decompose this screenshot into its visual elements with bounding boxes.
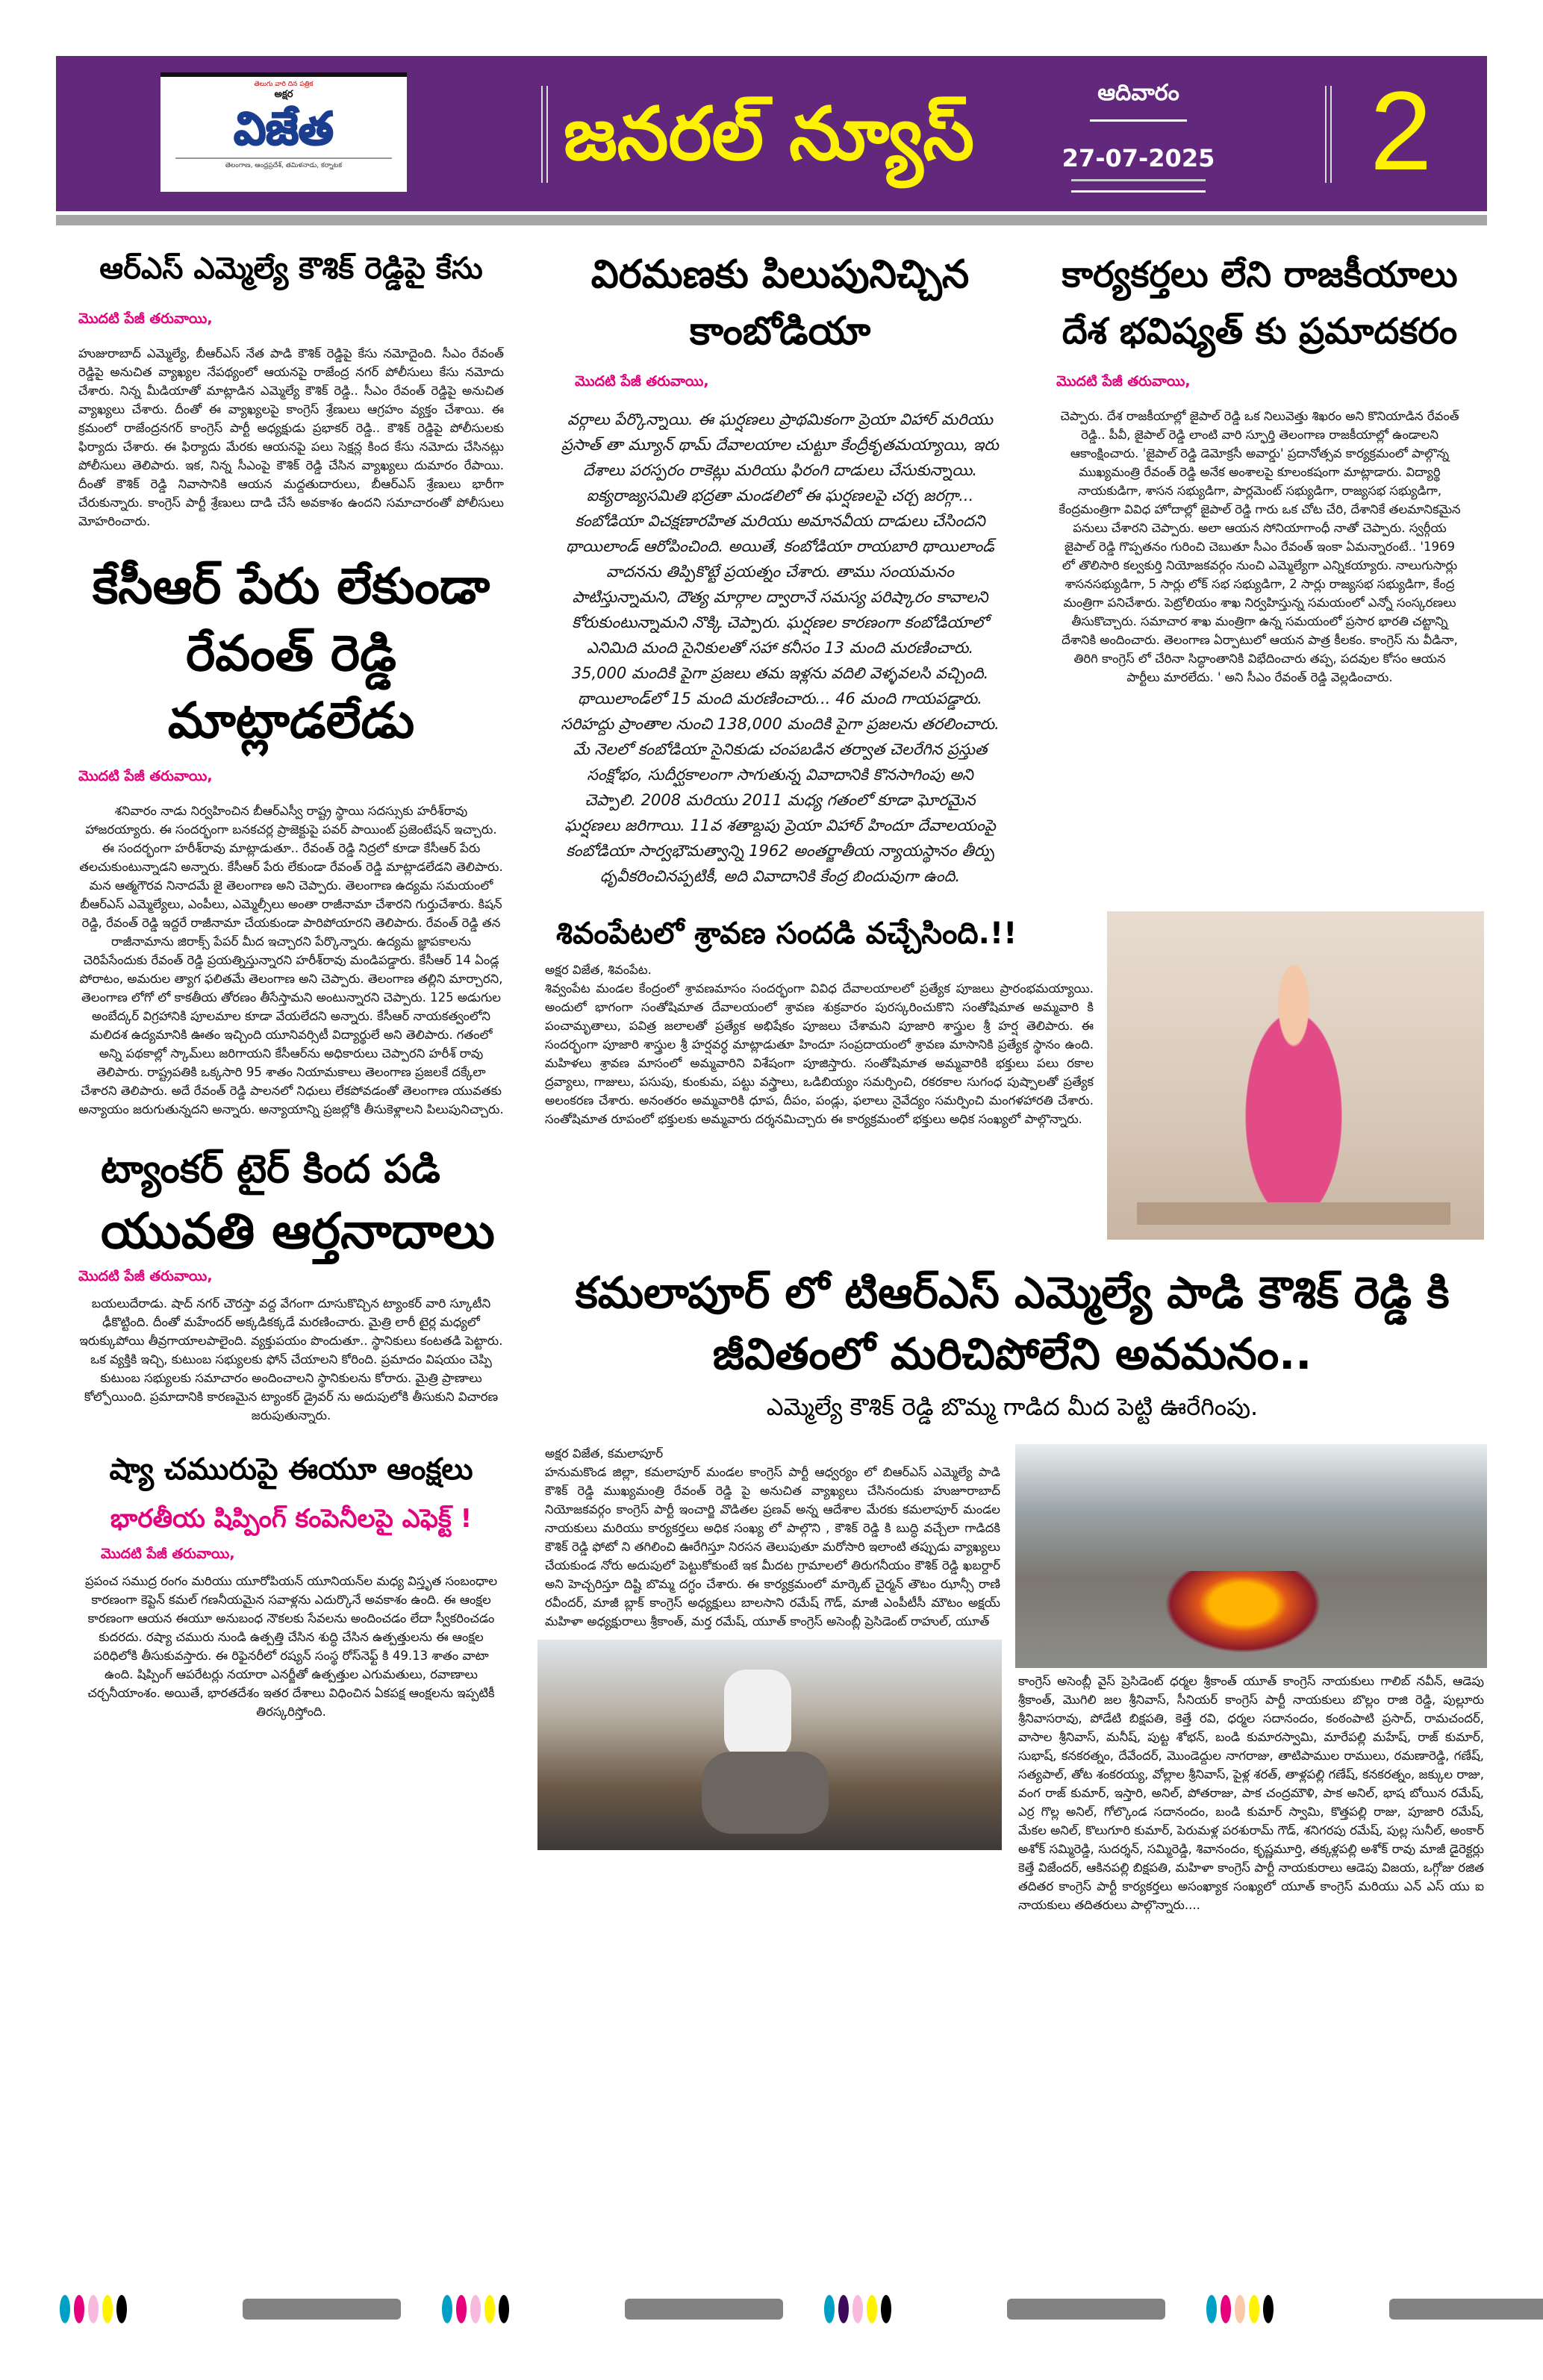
- headline-line-1: కమలాపూర్ లో టిఆర్ఎస్ ఎమ్మెల్యే పాడి కౌశిక్ రెడ్డి కి: [575, 1267, 1450, 1318]
- top-articles-row: [537, 246, 1487, 889]
- article-body: బయలుదేరాడు. షాద్ నగర్ చౌరస్తా వద్ద వేగంగా దూసుకొచ్చిన ట్యాంకర్ వారి స్కూటీని ఢీకొట్టింది. దీంతో మహేందర్ అక్కడికక్కడే మరణించారు. మైత్రి లారీ టైర్ల మధ్యలో ఇరుక్కుపోయి తీవ్రగాయాలపాలైంది. వ్యక్తుపయం పొందుతూ.. స్థానికులు కంటతడి పెట్టారు. ఒక వ్యక్తికి ఇచ్చి, కుటుంబ సభ్యులకు ఫోన్ చేయాలని కోరింది. ప్రమాదం విషయం చెప్పి కుటుంబ సభ్యులకు సమాచారం అందించాలని స్థానికులను కోరారు. మైత్రి ప్రాణాలు కోల్పోయింది. ప్రమాదానికి కారణమైన ట్యాంకర్ డ్రైవర్ ను అదుపులోకి తీసుకుని విచారణ జరుపుతున్నారు.: [79, 1296, 503, 1422]
- headline-line-2: దేశ భవిష్యత్ కు ప్రమాదకరం: [1062, 310, 1458, 352]
- header-divider: [541, 86, 548, 183]
- color-dot: [499, 2295, 509, 2323]
- article-shivampet: [537, 911, 1101, 1128]
- color-dot: [484, 2295, 495, 2323]
- continued-label: మొదటి పేజీ తరువాయి,: [101, 1546, 235, 1562]
- logo-tagline: తెలుగు వారి దిన పత్రిక: [254, 81, 314, 88]
- color-dot: [456, 2295, 467, 2323]
- left-column: [56, 246, 526, 1743]
- logo-wordmark: విజేత: [234, 103, 334, 155]
- color-dot: [116, 2295, 127, 2323]
- article-kaushik-case: [56, 246, 526, 531]
- color-dot: [60, 2295, 70, 2323]
- logo-prefix: అక్షర: [274, 89, 293, 100]
- color-dot: [442, 2295, 452, 2323]
- headline-line-1: విరమణకు పిలుపునిచ్చిన: [590, 252, 970, 297]
- headline: ష్యా చమురుపై ఈయూ ఆంక్షలు: [109, 1452, 473, 1487]
- grey-registration-bar: [1389, 2299, 1543, 2320]
- color-dot: [1206, 2295, 1217, 2323]
- article-kamalapur-body-right: [1015, 1444, 1487, 1914]
- effigy-figure: [724, 1670, 791, 1759]
- issue-day: ఆదివారం: [1097, 80, 1179, 106]
- article-kcr: [56, 553, 526, 1119]
- continued-label: మొదటి పేజీ తరువాయి,: [78, 310, 213, 327]
- article-shipping: [56, 1447, 526, 1721]
- dateline: అక్షర విజేత, శివంపేట.: [545, 963, 652, 977]
- article-body: కాంగ్రెస్ అసెంబ్లీ వైస్ ప్రెసిడెంట్ ధర్మల శ్రీకాంత్ యూత్ కాంగ్రెస్ నాయకులు గాలిబ్ నవీన్, ఆడెపు శ్రీకాంత్, మొగిలి జల శ్రీనివాస్, సీనియర్ కాంగ్రెస్ పార్టీ నాయకులు బొల్లం రాజి రెడ్డి, పుల్లూరు శ్రీనివాసరావు, పోడేటి బిక్షపతి, కెత్తే రవి, ధర్మల సదానందం, కంఠంపాటి ప్రసాద్, రామచందర్, వాసాల శ్రీనివాస్, మనీష్, పుట్ట శోభన్, బండి కుమారస్వామి, మారేపల్లి మహేష్, రాజ్ కుమార్, సుభాష్, కనకరత్నం, దేవేందర్, మొండెద్దుల నాగరాజు, తాటిపాముల రాములు, రమణారెడ్డి, గణేష్, సత్యపాల్, తోట శంకరయ్య, వోల్లాల శ్రీనివాస్, పైళ్ల శరత్, తాళ్లపల్లి గణేష్, కనకరత్నం, జక్కుల రాజు, వంగ రాజ్ కుమార్, ఇస్తారి, అనిల్, పోతరాజు, పాక చంద్రమౌళి, పాక అనిల్, భాష బోయిన రమేష్, ఎర్ర గొల్ల అనిల్, గోల్కొండ సదానందం, బండి కుమార్ స్వామి, కొత్తపల్లి రాజు, పూజారి రమేష్, మేకల అనిల్, కొలుగూరి కుమార్, పెరుమళ్ల పరశురామ్ గౌడ్, శనిగరపు రమేష్, పుల్ల సునీల్, అంకార్ అశోక్ సమ్మిరెడ్డి, సుదర్శన్, సమ్మిరెడ్డి, శివానందం, కృష్ణమూర్తి, తక్కళ్లపల్లి అశోక్ రావు మాజీ డైరెక్టర్లు కెత్తే విజేందర్, ఆకినపల్లి బిక్షపతి, మహిళా కాంగ్రెస్ పార్టీ నాయకురాలు ఆడెపు విజయ, ఒగ్గోజు రజిత తదితర కాంగ్రెస్ పార్టీ కార్యకర్తలు అసంఖ్యాక సంఖ్యలో యూత్ కాంగ్రెస్ మరియు ఎన్ ఎస్ యు ఐ నాయకులు తదితరులు పాల్గొన్నారు....: [1018, 1674, 1484, 1912]
- subheadline: ఎమ్మెల్యే కౌశిక్ రెడ్డి బొమ్మ గాడిద మీద పెట్టి ఊరేగింపు.: [766, 1393, 1259, 1421]
- masthead: [56, 56, 1487, 211]
- article-body: చెప్పారు. దేశ రాజకీయాల్లో జైపాల్ రెడ్డి ఒక నిలువెత్తు శిఖరం అని కొనియాడిన రేవంత్ రెడ్డి.. పీవీ, జైపాల్ రెడ్డి లాంటి వారి స్ఫూర్తి తెలంగాణ రాజకీయాల్లో ఉండాలని ఆకాంక్షించారు. 'జైపాల్ రెడ్డి డెమోక్రసీ అవార్డు' ప్రదానోత్సవ కార్యక్రమంలో పాల్గొన్న ముఖ్యమంత్రి రేవంత్ రెడ్డి అనేక అంశాలపై కూలంకషంగా మాట్లాడారు. విద్యార్థి నాయకుడిగా, శాసన సభ్యుడిగా, పార్లమెంట్ సభ్యుడిగా, రాజ్యసభ సభ్యుడిగా, కేంద్రమంత్రిగా వివిధ హోదాల్లో జైపాల్ రెడ్డి గారు ఒక చోట చేరి, దేశానికే తలమానికమైన పనులు చేశారని చెప్పారు. అలా ఆయన సోనియాగాంధీ నాతో చెప్పారు. స్వర్గీయ జైపాల్ రెడ్డి గొప్పతనం గురించి చెబుతూ సీఎం రేవంత్ ఇంకా ఏమన్నారంటే.. '1969 లో తొలిసారి కల్వకుర్తి నియోజకవర్గం నుంచి ఎమ్మెల్యేగా ఎన్నికయ్యారు. నాలుగుసార్లు శాసనసభ్యుడిగా, 5 సార్లు లోక్ సభ సభ్యుడిగా, 2 సార్లు రాజ్యసభ సభ్యుడిగా, కేంద్ర మంత్రిగా పనిచేశారు. పెట్రోలియం శాఖ నిర్వహిస్తున్న సమయంలో ఎన్నో సంస్కరణలు తీసుకొచ్చారు. సమాచార శాఖ మంత్రిగా ఉన్న సమయంలో ప్రసార భారతి చట్టాన్ని దేశానికి అందించారు. తెలంగాణ ఏర్పాటులో ఆయన పాత్ర కీలకం. కాంగ్రెస్ ను వీడినా, తిరిగి కాంగ్రెస్ లో చేరినా సిద్ధాంతానికి విభేదించారు తప్ప, పదవుల కోసం ఆయన పార్టీలు మారలేదు. ' అని సీఎం రేవంత్ రెడ్డి వెల్లడించారు.: [1059, 409, 1461, 684]
- continued-label: మొదటి పేజీ తరువాయి,: [78, 768, 213, 784]
- headline-line-2: కాంబోడియా: [689, 309, 871, 354]
- headline: ఆర్ఎస్ ఎమ్మెల్యే కౌశిక్ రెడ్డిపై కేసు: [99, 252, 483, 286]
- headline-line-2: జీవితంలో మరిచిపోలేని అవమనం..: [712, 1328, 1312, 1379]
- donkey-procession-photo: [537, 1640, 1002, 1850]
- temple-idol-photo: [1107, 911, 1484, 1240]
- issue-date: 27-07-2025: [1062, 144, 1215, 172]
- logo-regions: తెలంగాణ, ఆంధ్రప్రదేశ్, తమిళనాడు, కర్నాటక: [175, 157, 392, 170]
- grey-registration-bar: [243, 2299, 401, 2320]
- subheadline: భారతీయ షిప్పింగ్ కంపెనీలపై ఎఫెక్ట్ !: [110, 1504, 473, 1534]
- article-body: వర్గాలు పేర్కొన్నాయి. ఈ ఘర్షణలు ప్రాథమికంగా ప్రెయా విహార్ మరియు ప్రసాత్ తా మ్యూన్ థామ్ దేవాలయాల చుట్టూ కేంద్రీకృతమయ్యాయి, ఇరు దేశాలు పరస్పరం రాకెట్లు మరియు ఫిరంగి దాడులు చేసుకున్నాయి. ఐక్యరాజ్యసమితి భద్రతా మండలిలో ఈ ఘర్షణలపై చర్చ జరగ్గా... కంబోడియా విచక్షణారహిత మరియు అమానవీయ దాడులు చేసిందని థాయిలాండ్ ఆరోపించింది. అయితే, కంబోడియా రాయబారి థాయిలాండ్ వాదనను తిప్పికొట్టే ప్రయత్నం చేశారు. తాము సంయమనం పాటిస్తున్నామని, దౌత్య మార్గాల ద్వారానే సమస్య పరిష్కారం కావాలని కోరుకుంటున్నామని నొక్కి చెప్పారు. ఘర్షణల కారణంగా కంబోడియాలో ఎనిమిది మంది సైనికులతో సహా కనీసం 13 మంది మరణించారు. 35,000 మందికి పైగా ప్రజలు తమ ఇళ్లను వదిలి వెళ్ళవలసి వచ్చింది. థాయిలాండ్‌లో 15 మంది మరణించారు... 46 మంది గాయపడ్డారు. సరిహద్దు ప్రాంతాల నుంచి 138,000 మందికి పైగా ప్రజలను తరలించారు. మే నెలలో కంబోడియా సైనికుడు చంపబడిన తర్వాత చెలరేగిన ప్రస్తుత సంక్షోభం, సుదీర్ఘకాలంగా సాగుతున్న వివాదానికి కొనసాగింపు అని చెప్పాలి. 2008 మరియు 2011 మధ్య గతంలో కూడా ఘోరమైన ఘర్షణలు జరిగాయి. 11వ శతాబ్దపు ప్రెయా విహార్ హిందూ దేవాలయంపై కంబోడియా సార్వభౌమత్వాన్ని 1962 అంతర్జాతీయ న్యాయస్థానం తీర్పు ధృవీకరించినప్పటికీ, అది వివాదానికి కేంద్ర బిందువుగా ఉంది.: [561, 410, 1000, 885]
- burning-effigy: [1165, 1571, 1321, 1653]
- effigy-burning-photo: [1015, 1444, 1487, 1668]
- continued-label: మొదటి పేజీ తరువాయి,: [575, 373, 709, 390]
- grey-registration-bar: [1007, 2299, 1165, 2320]
- day-rule: [1090, 119, 1187, 122]
- article-body: శివ్వంపేట మండల కేంద్రంలో శ్రావణమాసం సందర్భంగా వివిధ దేవాలయాలలో ప్రత్యేక పూజలు ప్రారంభమయ్యాయి. అందులో భాగంగా సంతోషిమాత దేవాలయంలో శ్రావణ శుక్రవారం పురస్కరించుకొని సంతోషిమాత అమ్మవారి కి పంచామృతాలు, పవిత్ర జలాలతో ప్రత్యేక అభిషేకం పూజలు చేశామని పూజారి శాస్త్రుల శ్రీ హర్ష తెలిపారు. ఈ సందర్భంగా పూజారి శాస్త్రుల శ్రీ హర్షవర్ధ మాట్లాడుతూ హిందూ సంప్రదాయంలో శ్రావణ మాసానికి ప్రత్యేక స్థానం ఉంది. మహిళలు శ్రావణ మాసంలో అమ్మవారిని విశేషంగా పూజిస్తారు. సంతోషిమాత అమ్మవారికి భక్తులు పలు రకాల ద్రవ్యాలు, గాజులు, పసుపు, కుంకుమ, పట్టు వస్త్రాలు, ఒడిబియ్యం సమర్పించి, రకరకాల సుగంధ పుష్పాలతో ప్రత్యేక అలంకరణ చేశారు. అనంతరం అమ్మవారికి ధూప, దీపం, పండ్లు, ఫలాలు నైవేద్యం సమర్పించి మంగళహారతి చేశారు. సంతోషిమాత రూపంలో భక్తులకు అమ్మవారు దర్శనమిచ్చారు ఈ కార్యక్రమంలో భక్తులు అధిక సంఖ్యలో పాల్గొన్నారు.: [545, 981, 1094, 1126]
- newspaper-logo: [160, 72, 407, 192]
- color-dot: [838, 2295, 849, 2323]
- color-dot: [824, 2295, 835, 2323]
- color-dot-group: [60, 2295, 127, 2323]
- right-region: [537, 246, 1487, 1914]
- article-shivampet-row: [537, 911, 1487, 1240]
- masthead-underline: [56, 215, 1487, 225]
- article-kamalapur-body: [537, 1444, 1487, 1914]
- color-dot-group: [1206, 2295, 1274, 2323]
- headline-line-1: ట్యాంకర్ టైర్ కింద పడి: [101, 1147, 440, 1192]
- headline: శివంపేటలో శ్రావణ సందడి వచ్చేసింది.!!: [556, 916, 1017, 951]
- headline-line-1: కేసీఆర్ పేరు లేకుండా: [92, 557, 490, 615]
- date-rule: [1071, 179, 1206, 193]
- color-dot: [867, 2295, 877, 2323]
- article-body: శనివారం నాడు నిర్వహించిన బీఆర్ఎస్వీ రాష్ట్ర స్థాయి సదస్సుకు హరీశ్‌రావు హాజరయ్యారు. ఈ సందర్భంగా బనకచర్ల ప్రాజెక్టుపై పవర్ పాయింట్ ప్రజెంటేషన్ ఇచ్చారు. ఈ సందర్భంగా హరీశ్‌రావు మాట్లాడుతూ.. రేవంత్ రెడ్డి నిద్రలో కూడా కేసీఆర్ పేరు తలచుకుంటున్నాడని అన్నారు. కేసీఆర్ పేరు లేకుండా రేవంత్ రెడ్డి మాట్లాడలేడని తెలిపారు. మన ఆత్మగౌరవ నినాదమే జై తెలంగాణ అని చెప్పారు. తెలంగాణ ఉద్యమ సమయంలో బీఆర్ఎస్ ఎమ్మెల్యేలు, ఎంపీలు, ఎమ్మెల్సీలు అంతా రాజీనామా చేశారని గుర్తుచేశారు. కిషన్ రెడ్డి, రేవంత్ రెడ్డి ఇద్దరే రాజీనామా చేయకుండా పారిపోయారని తెలిపారు. రేవంత్ రెడ్డి తన రాజీనామాను జిరాక్స్ పేపర్ మీద ఇచ్చారని పేర్కొన్నారు. ఉద్యమ జ్ఞాపకాలను చెరిపేసేందుకు రేవంత్ రెడ్డి ప్రయత్నిస్తున్నారని హరీశ్‌రావు మండిపడ్డారు. కేసీఆర్ 14 ఏండ్ల పోరాటం, అమరుల త్యాగ ఫలితమే తెలంగాణ అని చెప్పారు. తెలంగాణ తల్లిని మార్చారని, తెలంగాణ లోగో లో కాకతీయ తోరణం తీసేస్తామని అంటున్నారని చెప్పారు. 125 అడుగుల అంబేద్కర్ విగ్రహానికి పూలమాల కూడా వేయలేదని అన్నారు. కేసీఆర్ నాయకత్వంలోని మలిదశ ఉద్యమానికి ఊతం ఇచ్చింది యూనివర్సిటీ విద్యార్థులే అని తెలిపారు. గతంలో అన్ని పథకాల్లో స్కామ్‌లు జరిగాయని కేసీఆర్‌ను అధికారులు చెప్పారని హరీశ్ రావు తెలిపారు. రాష్ట్రపతికి ఒక్కసారి 95 శాతం నియామకాలు తెలంగాణ ప్రజలకే దక్కేలా చేశారని తెలిపారు. అదే రేవంత్ రెడ్డి పాలనలో నిధులు లేకపోవడంతో తెలంగాణ యువతకు అన్యాయం జరుగుతున్నదని అన్నారు. అన్యాయాన్ని ప్రజల్లోకి తీసుకెళ్లాలని పిలుపునిచ్చారు.: [78, 804, 504, 1116]
- color-dot: [881, 2295, 891, 2323]
- page-number: 2: [1370, 68, 1433, 193]
- donkey-figure: [702, 1752, 829, 1834]
- color-dot: [88, 2295, 99, 2323]
- continued-label: మొదటి పేజీ తరువాయి,: [78, 1268, 213, 1284]
- grey-registration-bar: [625, 2299, 783, 2320]
- section-title: జనరల్ న్యూస్: [564, 92, 975, 177]
- color-dot-group: [442, 2295, 509, 2323]
- color-dot-group: [824, 2295, 891, 2323]
- headline-line-2: రేవంత్ రెడ్డి మాట్లాడలేడు: [167, 625, 415, 749]
- color-dot: [1249, 2295, 1259, 2323]
- article-body: ప్రపంచ సముద్ర రంగం మరియు యూరోపియన్ యూనియన్‌ల మధ్య విస్తృత సంబంధాల కారణంగా కెప్టెన్ కమల్ గణనీయమైన సవాళ్లను ఎదుర్కొనే అవకాశం ఉంది. ఈ ఆంక్షల కారణంగా ఆయన ఈయూ అనుబంధ నౌకలకు సేవలను అందించడం లేదా స్వీకరించడం కుదరదు. రష్యా చమురు నుండి ఉత్పత్తి చేసిన శుద్ధి చేసిన ఉత్పత్తులను ఈ ఆంక్షల పరిధిలోకి తీసుకువస్తారు. ఈ రిఫైనరీలో రష్యన్ సంస్థ రోస్‌నెఫ్ట్ కి 49.13 శాతం వాటా ఉంది. షిప్పింగ్ ఆపరేటర్లు నయారా ఎనర్జీతో ఉత్పత్తుల ఎగుమతులు, రవాణాలు చర్చనీయాంశం. అయితే, భారతదేశం ఇతర దేశాలు విధించిన ఏకపక్ష ఆంక్షలను ఇప్పటికీ తిరస్కరిస్తోంది.: [84, 1574, 498, 1719]
- article-kamalapur-body-left: [537, 1444, 1008, 1850]
- color-dot: [1221, 2295, 1231, 2323]
- dateline: అక్షర విజేత, కమలాపూర్: [545, 1446, 664, 1461]
- header-divider: [1325, 86, 1332, 183]
- article-tanker: [56, 1141, 526, 1425]
- article-cambodia: [537, 246, 1023, 889]
- color-dot: [1263, 2295, 1274, 2323]
- altar-base: [1137, 1202, 1450, 1225]
- article-body: హనుమకొండ జిల్లా, కమలాపూర్ మండల కాంగ్రెస్ పార్టీ ఆధ్వర్యం లో బిఆర్ఎస్ ఎమ్మెల్యే పాడి కౌశిక్ రెడ్డి ముఖ్యమంత్రి రేవంత్ రెడ్డి పై అనుచిత వ్యాఖ్యలు చేసినందుకు హుజూరాబాద్ నియోజకవర్గం కాంగ్రెస్ పార్టీ ఇంచార్జి వొడితల ప్రణవ్ అన్న ఆదేశాల మేరకు కమలాపూర్ మండల నాయకులు మరియు కార్యకర్తలు అధిక సంఖ్య లో పాల్గొని , కౌశిక్ రెడ్డి కి బుద్ధి వచ్చేలా గాడిదకి కౌశిక్ రెడ్డి ఫోటో ని తగిలించి ఊరేగిస్తూ నిరసన తెలుపుతూ మరోసారి ఇలాంటి తప్పుడు వ్యాఖ్యలు చేయకుండ నోరు అదుపులో పెట్టుకోకుంటే ఇక మీదట గ్రామాలలో తిరుగనీయం కౌశిక్ రెడ్డి ఖబర్దార్ అని హెచ్చరిస్తూ దిష్టి బొమ్మ దగ్ధం చేశారు. ఈ కార్యక్రమంలో మార్కెట్ చైర్మన్ తౌటం ఝాన్సీ రాణి రవీందర్, మాజీ బ్లాక్ కాంగ్రెస్ అధ్యక్షులు బాలసాని రమేష్ గౌడ్, మాజీ ఎంపీటీసీ మౌటం అక్షయ్ మహిళా అధ్యక్షురాలు శ్రీకాంత్, మర్త రమేష్, యూత్ కాంగ్రెస్ అసెంబ్లీ ప్రెసిడెంట్ రాహుల్, యూత్: [545, 1465, 1000, 1628]
- headline-line-1: కార్యకర్తలు లేని రాజకీయాలు: [1062, 254, 1458, 296]
- color-dot: [852, 2295, 863, 2323]
- continued-label: మొదటి పేజీ తరువాయి,: [1056, 373, 1191, 390]
- headline-line-2: యువతి ఆర్తనాదాలు: [101, 1202, 495, 1260]
- color-dot: [74, 2295, 84, 2323]
- article-kamalapur-header: [537, 1262, 1487, 1429]
- article-karyakartalu: [1034, 246, 1486, 687]
- color-dot: [1235, 2295, 1245, 2323]
- color-dot: [470, 2295, 481, 2323]
- article-body: హుజురాబాద్ ఎమ్మెల్యే, బీఆర్ఎస్ నేత పాడి కౌశిక్ రెడ్డిపై కేసు నమోదైంది. సీఎం రేవంత్ రెడ్డిపై అనుచిత వ్యాఖ్యల నేపథ్యంలో ఆయనపై రాజేంద్ర నగర్ పోలీసులు కేసు నమోదు చేశారు. నిన్న మీడియాతో మాట్లాడిన ఎమ్మెల్యే కౌశిక్ రెడ్డి.. సీఎం రేవంత్ రెడ్డిపై అనుచిత వ్యాఖ్యలు చేశారు. దీంతో ఈ వ్యాఖ్యలపై కాంగ్రెస్ శ్రేణులు ఆగ్రహం వ్యక్తం చేశాయి. ఈ క్రమంలో రాజేంద్రనగర్ కాంగ్రెస్ పార్టీ అధ్యక్షుడు ప్రభాకర్ రెడ్డి.. కౌశిక్ రెడ్డిపై పోలీసులకు ఫిర్యాదు చేశారు. ఈ ఫిర్యాదు మేరకు ఆయనపై పలు సెక్షన్ల కింద కేసు నమోదు చేసినట్లు పోలీసులు తెలిపారు. ఇక, నిన్న సీఎంపై కౌశిక్ రెడ్డి చేసిన వ్యాఖ్యలు దుమారం రేపాయి. దీంతో కౌశిక్ రెడ్డి నివాసానికి ఆయన మద్దతుదారులు, బీఆర్ఎస్ శ్రేణులు భారీగా చేరుకున్నారు. కాంగ్రెస్ పార్టీ శ్రేణులు దాడి చేసే అవకాశం ఉందని సమాచారంతో పోలీసులు మోహరించారు.: [78, 346, 504, 528]
- color-dot: [102, 2295, 113, 2323]
- idol-figure: [1219, 956, 1368, 1202]
